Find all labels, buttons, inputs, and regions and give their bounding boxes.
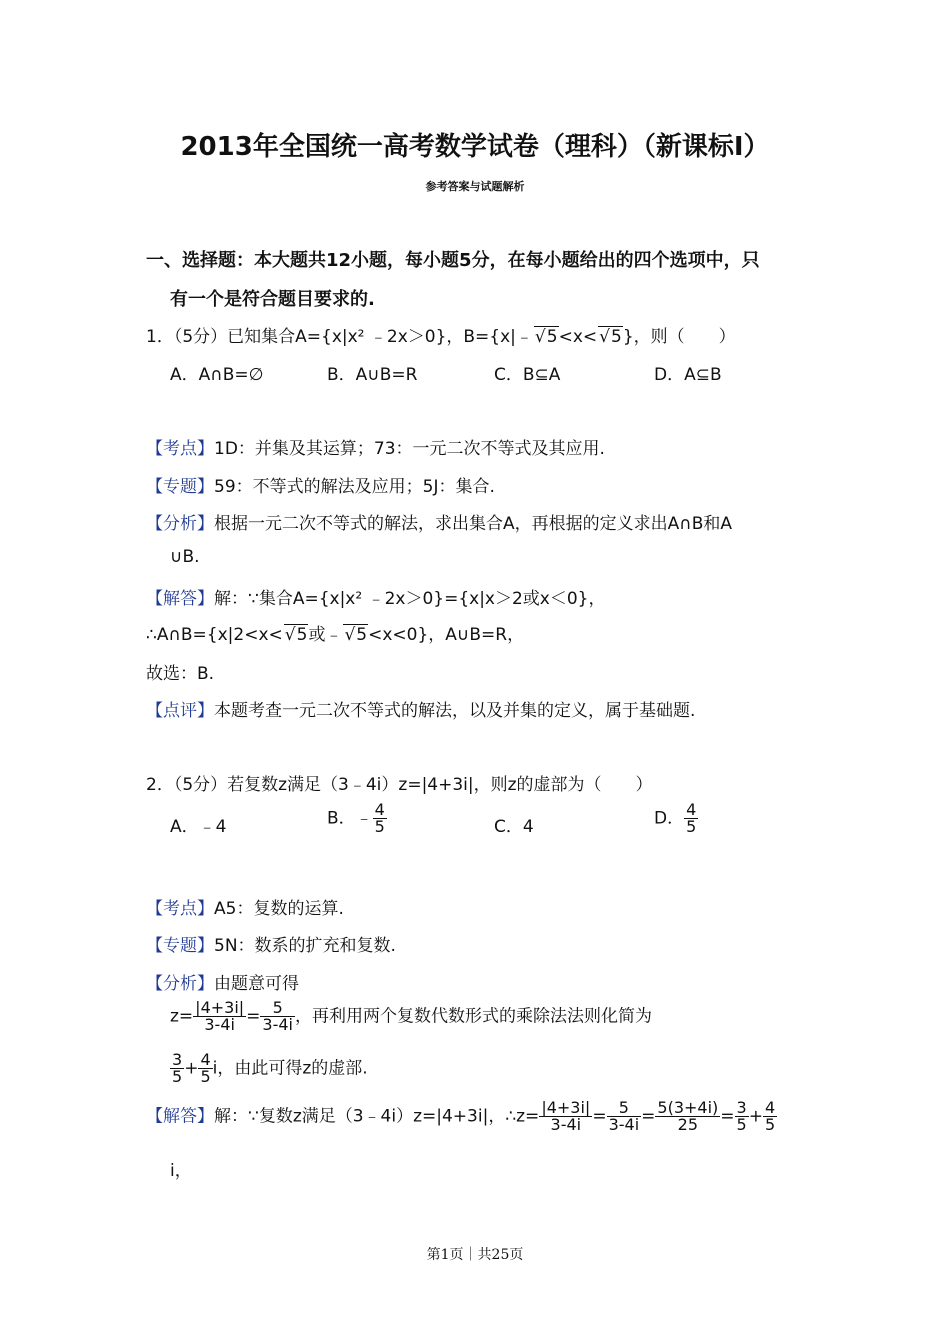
q2-jieda-tail: i， — [170, 1161, 192, 1181]
q2-jieda-f5-den: 5 — [764, 1115, 776, 1134]
q2-kaodian-tag: 【考点】 — [146, 899, 214, 919]
q1-stem-part-c: }，则（ ） — [622, 327, 736, 347]
page-subtitle: 参考答案与试题解析 — [425, 180, 525, 193]
section-heading-line1: 一、选择题：本大题共12小题，每小题5分，在每小题给出的四个选项中，只 — [146, 250, 760, 271]
q2-jieda-fraction-4 — [735, 1100, 749, 1133]
q2-fenxi-text: 由题意可得 — [214, 974, 299, 994]
q2-fenxi2-text: ，再利用两个复数代数形式的乘除法法则化简为 — [295, 1006, 652, 1027]
q1-kaodian-tag: 【考点】 — [146, 439, 214, 459]
q2-zhuanti-tag: 【专题】 — [146, 936, 214, 956]
q2-fenxi2-eq: = — [246, 1006, 261, 1027]
q1-dianping — [146, 696, 695, 721]
q2-fenxi3-plus: + — [184, 1058, 199, 1079]
q1-sqrt-b: √ 5 — [598, 326, 623, 347]
q2-jieda-f2-den: 3-4i — [608, 1115, 640, 1134]
q2-jieda-f4-den: 5 — [736, 1115, 747, 1134]
q2-jieda-tag: 【解答】 — [146, 1106, 214, 1127]
q2-jieda-f4-num: 3 — [736, 1098, 747, 1117]
q1-kaodian — [146, 434, 605, 459]
q2-option-b-num: 4 — [374, 800, 385, 819]
q2-jieda-f3-num: 5(3+4i) — [657, 1098, 719, 1117]
q2-kaodian — [146, 894, 344, 919]
page-footer: 第1页｜共25页 — [426, 1247, 524, 1263]
q2-fenxi3-f2-den: 5 — [200, 1067, 211, 1086]
q2-option-b-prefix: B．﹣ — [327, 808, 373, 829]
q2-fenxi3-fraction-2 — [198, 1052, 212, 1085]
q2-fenxi3-f1-num: 3 — [172, 1050, 183, 1069]
q1-jieda-line2 — [146, 620, 524, 645]
q2-fenxi — [146, 969, 299, 994]
q1-jieda2-part-a: ∴A∩B={x|2<x< — [146, 625, 283, 645]
q1-stem-part-b: <x< — [558, 327, 598, 347]
q2-option-b-fraction — [373, 802, 387, 835]
q2-fenxi-tag: 【分析】 — [146, 974, 214, 994]
q1-fenxi-line2: ∪B. — [170, 547, 200, 567]
q2-stem: 2．（5分）若复数z满足（3﹣4i）z=|4+3i|，则z的虚部为（ ） — [146, 775, 653, 795]
q2-fenxi2-fraction-1 — [193, 1000, 246, 1033]
q2-jieda-eq3: = — [720, 1106, 735, 1127]
q1-fenxi-tag: 【分析】 — [146, 514, 214, 534]
q2-zhuanti-text: 5N：数系的扩充和复数. — [214, 936, 396, 956]
q2-fenxi2-f1-num: |4+3i| — [195, 998, 245, 1017]
q2-fenxi-line2 — [170, 1000, 652, 1033]
q2-option-b — [327, 802, 387, 835]
q2-jieda — [146, 1100, 777, 1133]
q1-option-b: B．A∪B=R — [327, 365, 418, 385]
q2-jieda-eq1: = — [592, 1106, 607, 1127]
q2-fenxi2-z: z= — [170, 1006, 194, 1027]
q2-zhuanti — [146, 931, 396, 956]
q2-jieda-fraction-5 — [763, 1100, 777, 1133]
q2-jieda-f1-num: |4+3i| — [541, 1098, 591, 1117]
q2-jieda-f2-num: 5 — [607, 1100, 642, 1117]
q1-sqrt-a: √ 5 — [534, 326, 559, 347]
q2-fenxi-line3 — [170, 1052, 368, 1085]
q2-option-b-den: 5 — [374, 817, 385, 836]
q2-jieda-text: 解：∵复数z满足（3﹣4i）z=|4+3i|，∴z= — [214, 1106, 540, 1127]
q2-jieda-eq2: = — [641, 1106, 656, 1127]
q2-fenxi2-fraction-2 — [260, 1000, 295, 1033]
q2-option-c: C．4 — [494, 817, 534, 837]
q2-fenxi3-f1-den: 5 — [172, 1067, 183, 1086]
q1-zhuanti — [146, 472, 495, 497]
q1-fenxi — [146, 509, 732, 534]
q1-zhuanti-text: 59：不等式的解法及应用；5J：集合. — [214, 477, 495, 497]
q2-jieda-plus: + — [748, 1106, 763, 1127]
q2-fenxi3-text: i，由此可得z的虚部. — [212, 1058, 368, 1079]
q1-jieda2-sqrt-1: √ 5 — [284, 624, 309, 645]
q1-jieda-tag: 【解答】 — [146, 589, 214, 609]
q1-jieda-line3: 故选：B. — [146, 664, 215, 684]
q1-kaodian-text: 1D：并集及其运算；73：一元二次不等式及其应用. — [214, 439, 605, 459]
q2-jieda-fraction-2 — [607, 1100, 642, 1133]
q2-jieda-fraction-3 — [655, 1100, 720, 1133]
q1-stem — [146, 322, 736, 347]
q1-jieda2-part-b: 或﹣ — [308, 625, 343, 645]
q2-jieda-f5-num: 4 — [764, 1098, 776, 1117]
q2-fenxi2-f1-den: 3-4i — [204, 1015, 235, 1034]
q1-dianping-text: 本题考查一元二次不等式的解法，以及并集的定义，属于基础题. — [214, 701, 696, 721]
q2-option-d — [654, 802, 698, 835]
q1-jieda2-part-c: <x<0}，A∪B=R， — [368, 625, 525, 645]
page-title: 2013年全国统一高考数学试卷（理科）（新课标Ⅰ） — [180, 132, 770, 162]
q2-jieda-f3-den: 25 — [677, 1115, 698, 1134]
q2-jieda-f1-den: 3-4i — [550, 1115, 582, 1134]
q2-option-d-prefix: D． — [654, 808, 685, 829]
q2-fenxi2-f2-num: 5 — [260, 1000, 295, 1017]
q1-jieda — [146, 584, 606, 609]
q1-dianping-tag: 【点评】 — [146, 701, 214, 721]
q2-option-d-den: 5 — [686, 817, 697, 836]
q2-option-a: A．﹣4 — [170, 817, 227, 837]
q2-fenxi3-f2-num: 4 — [200, 1050, 211, 1069]
q1-option-c: C．B⊆A — [494, 365, 561, 385]
q1-jieda-text: 解：∵集合A={x|x² ﹣2x＞0}={x|x＞2或x＜0}， — [214, 589, 606, 609]
q1-stem-part-a: 1．（5分）已知集合A={x|x² ﹣2x＞0}，B={x|﹣ — [146, 327, 533, 347]
section-heading-line2: 有一个是符合题目要求的. — [170, 289, 375, 310]
q2-option-d-fraction — [684, 802, 698, 835]
q1-fenxi-text: 根据一元二次不等式的解法，求出集合A，再根据的定义求出A∩B和A — [214, 514, 732, 534]
q2-fenxi2-f2-den: 3-4i — [262, 1015, 293, 1034]
q2-option-d-num: 4 — [686, 800, 697, 819]
q2-fenxi3-fraction-1 — [170, 1052, 184, 1085]
q1-option-d: D．A⊆B — [654, 365, 722, 385]
q1-option-a: A．A∩B=∅ — [170, 365, 264, 385]
q2-kaodian-text: A5：复数的运算. — [214, 899, 344, 919]
q1-jieda2-sqrt-2: √ 5 — [343, 624, 368, 645]
q1-zhuanti-tag: 【专题】 — [146, 477, 214, 497]
q2-jieda-fraction-1 — [539, 1100, 592, 1133]
